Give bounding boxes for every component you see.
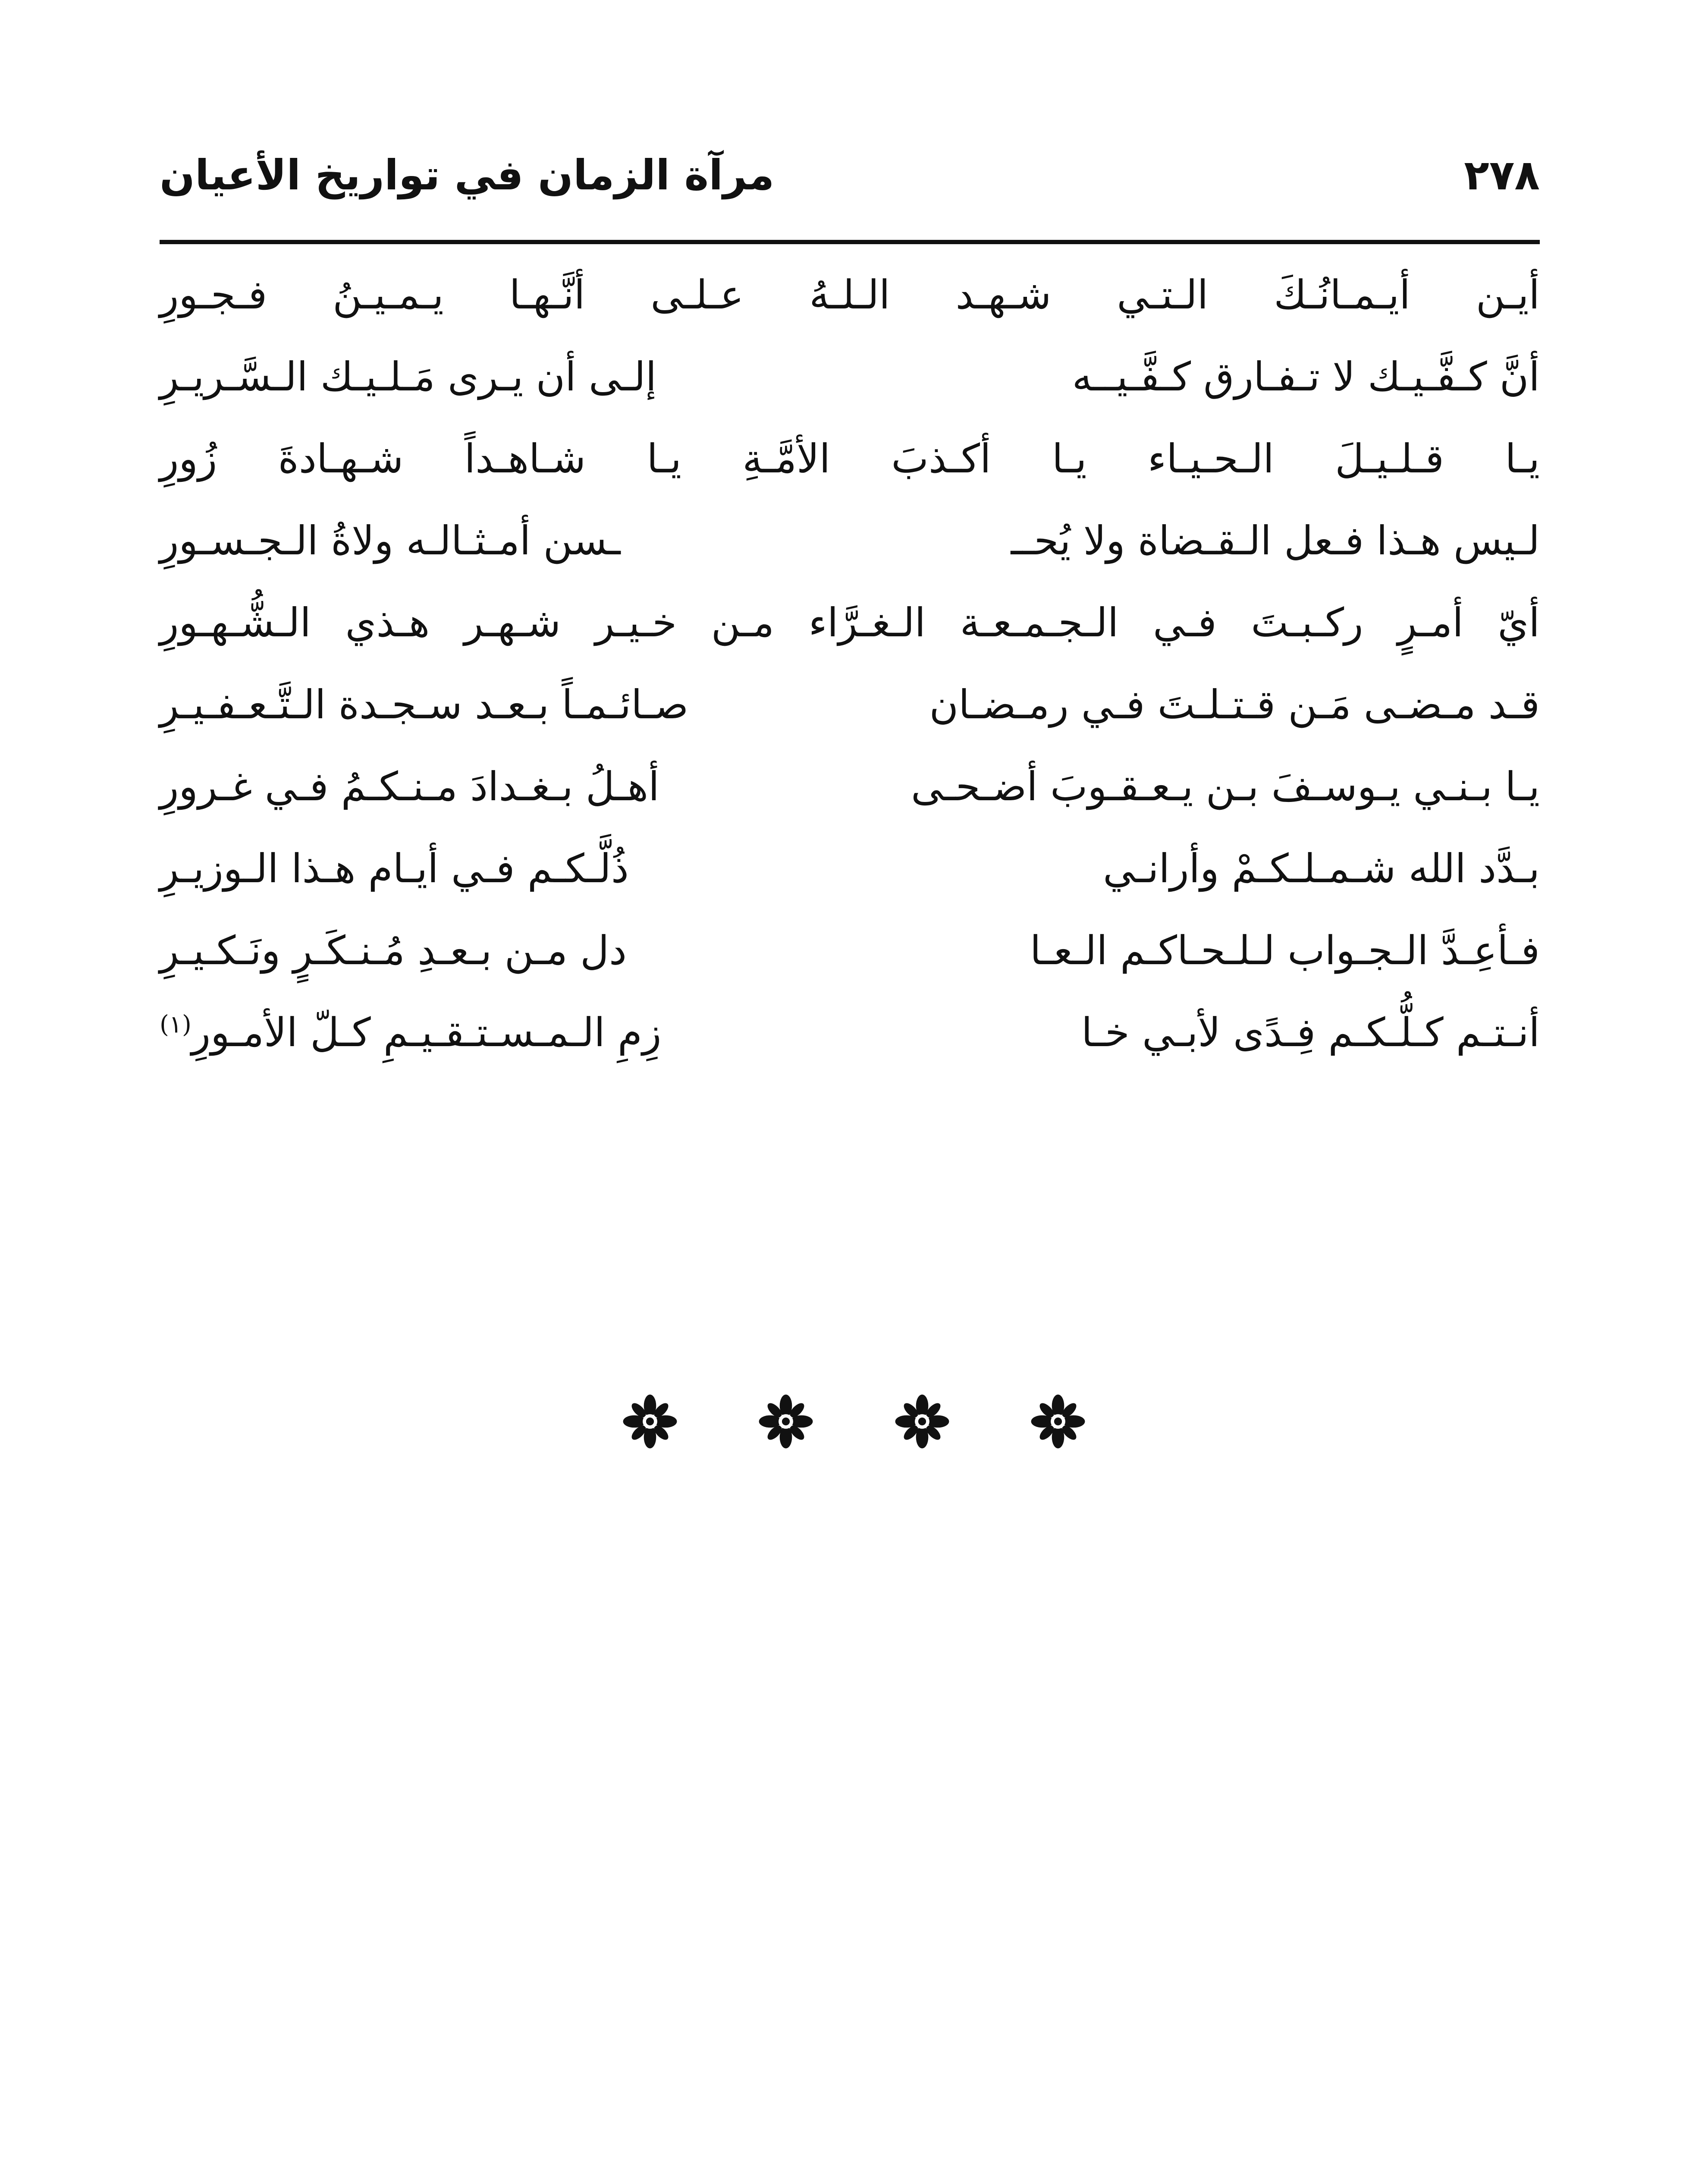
verse-line [160, 751, 1540, 833]
verse-second-hemistich: ذُلَّـكـم فـي أيـام هـذا الـوزيـرِ [160, 846, 629, 892]
verse-full-text: يـا قـلـيـلَ الـحـيـاء يـا أكـذبَ الأمَّـةِ يـا شـاهـداً شـهـادةَ زُورِ [160, 436, 1540, 482]
floral-ornament-icon [758, 1393, 814, 1450]
verse-line [160, 423, 1540, 505]
verse-second-hemistich: أهـلُ بـغـدادَ مـنـكـمُ فـي غـرورِ [160, 764, 659, 810]
verse-line [160, 259, 1540, 341]
page-header [160, 151, 1540, 220]
verse-full-text: أيّ أمـرٍ ركـبـتَ فـي الـجـمـعـة الـغـرَّاء مـن خـيـر شـهـر هـذي الـشُّـهـورِ [160, 600, 1540, 646]
verse-first-hemistich: أنَّ كـفَّـيـك لا تـفـارق كـفَّـيــه [1072, 354, 1540, 400]
floral-ornament-icon [1030, 1393, 1086, 1450]
verse-first-hemistich: يـا بـنـي يـوسـفَ بـن يـعـقـوبَ أضـحـى [911, 764, 1540, 810]
verse-line [160, 915, 1540, 997]
verse-first-hemistich: لـيس هـذا فـعل الـقـضاة ولا يُحــ [1011, 518, 1540, 564]
verse-line [160, 669, 1540, 751]
verse-line [160, 997, 1540, 1078]
verse-second-hemistich [160, 1009, 661, 1056]
verse-full-text: أيـن أيـمـانُـكَ الـتـي شـهـد الـلـهُ عـلـى أنَّـهـا يـمـيـنُ فـجـورِ [160, 272, 1540, 318]
verse-second-hemistich: ـسن أمـثـالـه ولاةُ الـجـسـورِ [160, 518, 621, 564]
verse-line [160, 833, 1540, 915]
header-divider [160, 240, 1540, 244]
verse-line [160, 505, 1540, 587]
verse-first-hemistich: قـد مـضـى مَـن قـتـلـتَ فـي رمـضـان [929, 682, 1540, 728]
floral-ornament-icon [894, 1393, 950, 1450]
book-title: مرآة الزمان في تواريخ الأعيان [160, 151, 775, 199]
verse-line [160, 341, 1540, 423]
footnote-reference-mark[interactable]: (١) [160, 1010, 192, 1039]
verse-first-hemistich: بـدَّد الله شـمـلـكـمْ وأرانـي [1103, 846, 1540, 892]
verse-first-hemistich: فـأعِـدَّ الـجـواب لـلـحـاكـم الـعـا [1030, 928, 1540, 974]
floral-ornament-icon [622, 1393, 678, 1450]
poem [160, 259, 1540, 1078]
verse-line [160, 587, 1540, 669]
verse-second-hemistich: إلـى أن يـرى مَـلـيـك الـسَّـريـرِ [160, 354, 657, 400]
page-number: ٢٧٨ [1464, 151, 1540, 199]
section-divider-ornaments [0, 1393, 1708, 1451]
verse-first-hemistich: أنـتـم كـلُّـكـم فِـدًى لأبـي خـا [1081, 1009, 1540, 1056]
verse-second-hemistich-text: زِمِ الـمـسـتـقـيـمِ كـلّ الأمـورِ [191, 1009, 662, 1056]
verse-second-hemistich: دل مـن بـعـدِ مُـنـكَـرٍ ونَـكـيـرِ [160, 928, 627, 974]
verse-second-hemistich: صـائـمـاً بـعـد سـجـدة الـتَّـعـفـيـرِ [160, 682, 689, 728]
